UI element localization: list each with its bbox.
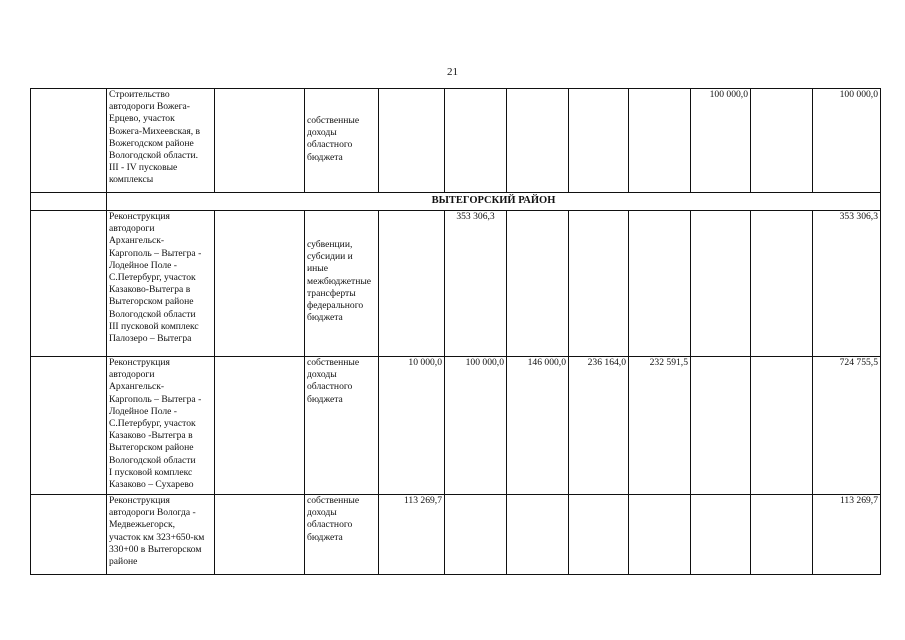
value-cell [379,211,445,357]
empty-cell [215,89,305,193]
total-cell: 100 000,0 [813,89,881,193]
value-cell [751,211,813,357]
object-name-cell: Реконструкция автодороги Вологда - Медвежьегорск, участок км 323+650-км 330+00 в Вытегорском районе [107,495,215,575]
value-cell: 232 591,5 [629,357,691,495]
total-cell: 113 269,7 [813,495,881,575]
funding-source-cell: собственные доходы областного бюджета [305,357,379,495]
value-cell: 100 000,0 [691,89,751,193]
table-row [31,89,881,193]
value-cell [691,211,751,357]
table-row [31,211,881,357]
page-number: 21 [447,66,458,78]
value-cell [569,89,629,193]
funding-source-cell: собственные доходы областного бюджета [305,495,379,575]
value-cell: 146 000,0 [507,357,569,495]
funding-source-cell: собственные доходы областного бюджета [305,89,379,193]
total-cell: 724 755,5 [813,357,881,495]
value-cell: 10 000,0 [379,357,445,495]
value-cell [569,495,629,575]
empty-cell [215,357,305,495]
row-empty-cell [31,495,107,575]
object-name-cell: Строительство автодороги Вожега- Ерцево, участок Вожега-Михеевская, в Вожегодском районе Вологодской области. III - IV пусковые комплексы [107,89,215,193]
value-cell [507,211,569,357]
value-cell [445,495,507,575]
section-title: ВЫТЕГОРСКИЙ РАЙОН [107,193,881,211]
value-cell [691,495,751,575]
value-cell [629,89,691,193]
total-cell: 353 306,3 [813,211,881,357]
value-cell [379,89,445,193]
budget-table [30,88,881,575]
table-row [31,495,881,575]
row-empty-cell [31,193,107,211]
empty-cell [215,495,305,575]
value-cell [629,211,691,357]
value-cell [569,211,629,357]
funding-source-cell: субвенции, субсидии и иные межбюджетные трансферты федерального бюджета [305,211,379,357]
value-cell [751,357,813,495]
row-empty-cell [31,89,107,193]
value-cell [691,357,751,495]
value-cell [445,89,507,193]
section-row [31,193,881,211]
value-cell: 353 306,3 [445,211,507,357]
table-row [31,357,881,495]
value-cell: 100 000,0 [445,357,507,495]
value-cell [751,495,813,575]
value-cell: 113 269,7 [379,495,445,575]
row-empty-cell [31,357,107,495]
object-name-cell: Реконструкция автодороги Архангельск- Каргополь – Вытегра - Лодейное Поле - С.Петербург, участок Казаково -Вытегра в Вытегорском районе Вологодской области I пусковой комплекс Казаково – Сухарево [107,357,215,495]
row-empty-cell [31,211,107,357]
value-cell: 236 164,0 [569,357,629,495]
empty-cell [215,211,305,357]
value-cell [507,495,569,575]
object-name-cell: Реконструкция автодороги Архангельск- Каргополь – Вытегра - Лодейное Поле - С.Петербург, участок Казаково-Вытегра в Вытегорском районе Вологодской области III пусковой комплекс Палозеро – Вытегра [107,211,215,357]
value-cell [629,495,691,575]
value-cell [751,89,813,193]
value-cell [507,89,569,193]
